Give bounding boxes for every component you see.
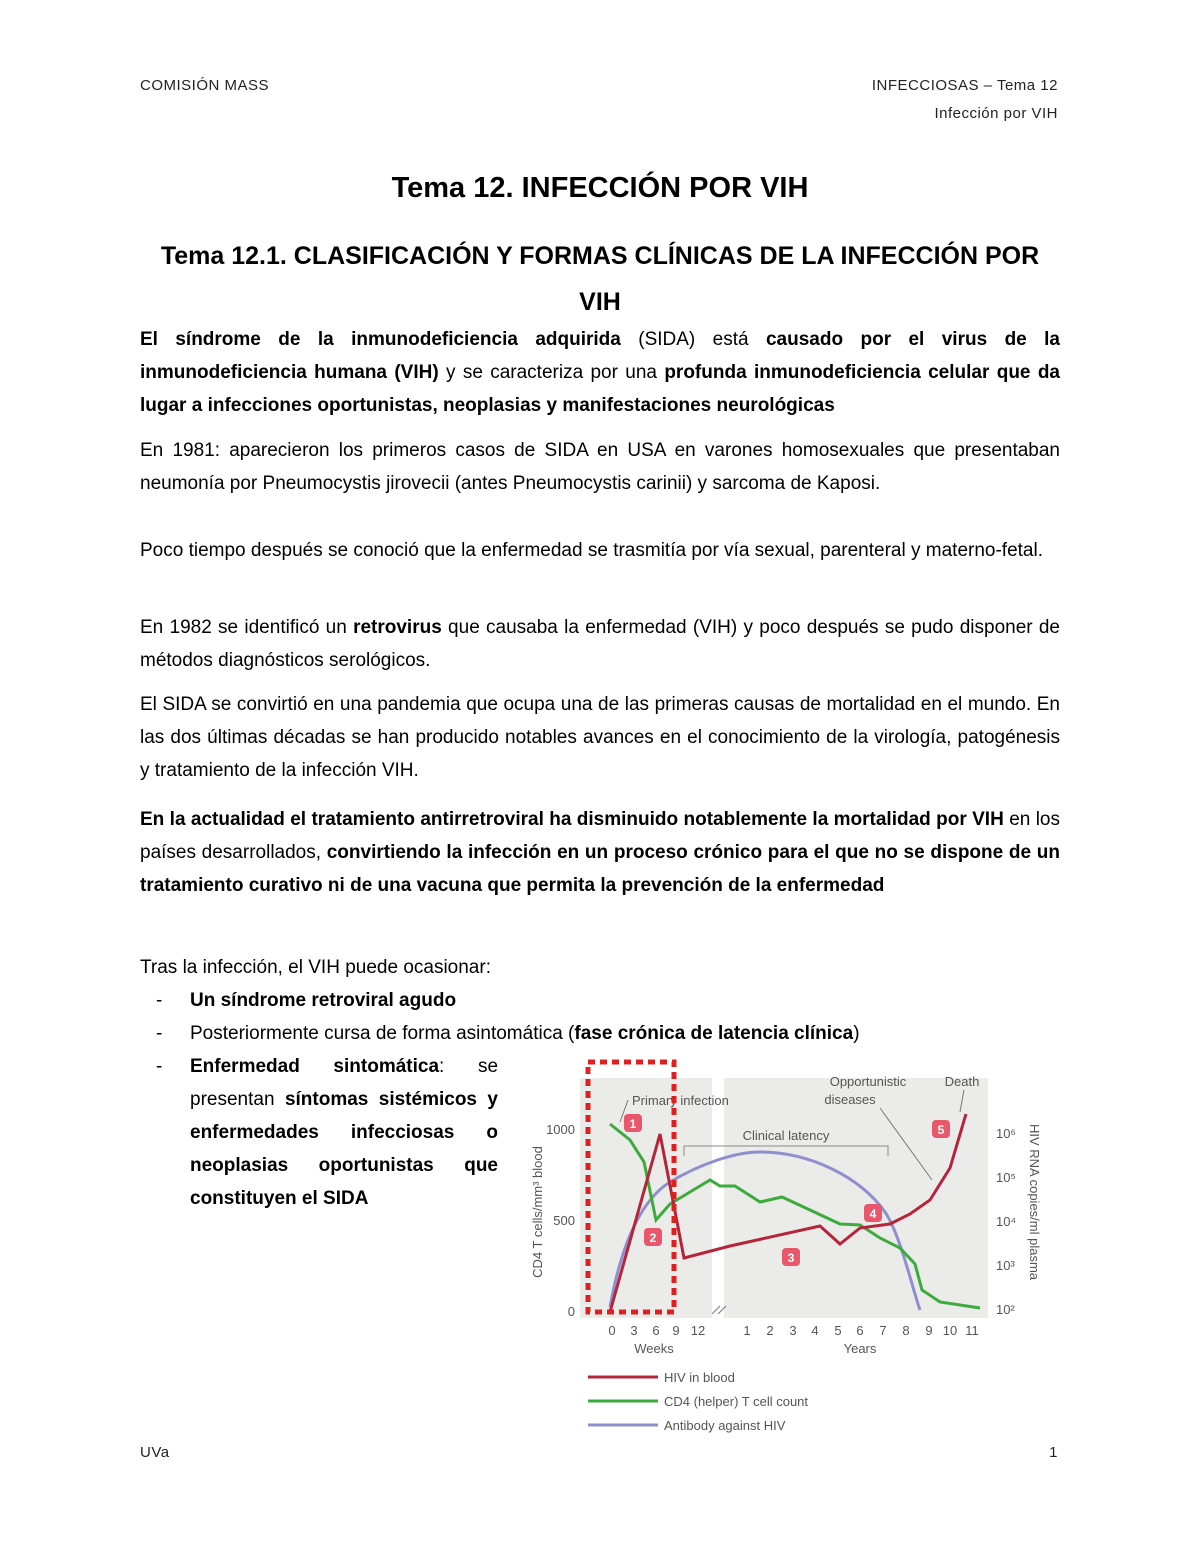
text: y se caracteriza por una [438,362,665,383]
text: En 1982 se identificó un [140,617,354,638]
paragraph-transmission: Poco tiempo después se conoció que la enfermedad se trasmitía por vía sexual, parenteral y materno-fetal. [140,540,1043,561]
x-tick: 3 [789,1323,797,1338]
legend [588,1370,808,1433]
text: Posteriormente cursa de forma asintomática ( [190,1023,575,1044]
x-tick: 1 [743,1323,751,1338]
x-tick: 12 [690,1323,706,1338]
page-title: Tema 12. INFECCIÓN POR VIH [391,172,809,204]
text-bold: Enfermedad sintomática [190,1056,440,1077]
list-item-1 [140,984,456,1017]
legend-label-hiv: HIV in blood [664,1370,735,1385]
x-tick: 6 [652,1323,660,1338]
list-dash: - [156,990,163,1011]
marker-3 [782,1248,800,1266]
paragraph-pandemic: El SIDA se convirtió en una pandemia que ocupa una de las primeras causas de mortalidad en el mundo. En las dos últimas décadas se han producido notables avances en el conocimiento de la virología, patogénesis y tratamiento de la infección VIH. [140,694,1060,781]
text: : se presentan [190,1056,499,1110]
list-item-2 [140,1017,860,1050]
x-tick: 7 [879,1323,887,1338]
svg-text:5: 5 [937,1123,945,1137]
x-tick: 2 [766,1323,774,1338]
x-axis-years-label: Years [843,1341,877,1356]
paragraph-definition [140,323,1060,422]
text: (SIDA) está [620,329,766,350]
paragraph-1981: En 1981: aparecieron los primeros casos de SIDA en USA en varones homosexuales que presentaban neumonía por Pneumocystis jirovecii (antes Pneumocystis carinii) y sarcoma de Kaposi. [140,440,1060,494]
marker-2 [644,1228,662,1246]
label-clinical-latency: Clinical latency [742,1128,830,1143]
y2-tick-1e5: 10⁵ [996,1170,1016,1185]
label-death: Death [944,1074,980,1089]
page-number: 1 [1049,1444,1058,1461]
x-tick: 0 [608,1323,616,1338]
list-item-3 [140,1050,498,1215]
text-bold: que da lugar a [140,362,1060,416]
y2-tick-1e3: 10³ [996,1258,1015,1273]
footer-left: UVa [140,1444,170,1461]
section-title-line2: VIH [579,288,621,316]
list-dash: - [156,1023,163,1044]
x-tick: 11 [965,1323,979,1338]
axis-break-gap [712,1078,724,1318]
text-bold: síntomas sistémicos y enfermedades infecciosas o neoplasias oportunistas que constituyen el SIDA [190,1089,498,1209]
text-bold: causado por el virus de la inmunodeficiencia humana (VIH) [140,329,1060,383]
x-tick: 10 [942,1323,958,1338]
text: en los países desarrollados, [140,809,1060,863]
y-tick-500: 500 [553,1213,575,1228]
x-tick: 6 [856,1323,864,1338]
x-tick: 9 [672,1323,680,1338]
x-tick: 3 [630,1323,638,1338]
legend-label-cd4: CD4 (helper) T cell count [664,1394,809,1409]
text-bold: En la actualidad el tratamiento antirretroviral ha disminuido notablemente la mortalidad por VIH [140,809,1004,830]
hiv-course-figure [520,1052,1042,1442]
marker-5 [932,1120,950,1138]
text: que causaba la enfermedad (VIH) y poco después se pudo disponer de métodos diagnósticos serológicos. [140,617,1060,671]
header-right-line1: INFECCIOSAS – Tema 12 [871,77,1058,94]
y-tick-0: 0 [567,1304,575,1319]
x-tick: 4 [811,1323,819,1338]
x-axis-weeks-label: Weeks [634,1341,674,1356]
label-opportunistic-1: Opportunistic [829,1074,907,1089]
y2-tick-1e4: 10⁴ [996,1214,1017,1229]
svg-text:2: 2 [649,1231,657,1245]
paragraph-intro-list: Tras la infección, el VIH puede ocasionar: [140,957,491,978]
x-tick: 5 [834,1323,842,1338]
y2-tick-1e2: 10² [996,1302,1015,1317]
text-bold: infecciones oportunistas, neoplasias y manifestaciones neurológicas [207,395,835,416]
text-bold: fase crónica de latencia clínica [574,1023,854,1044]
y-axis-left-label: CD4 T cells/mm³ blood [530,1146,545,1278]
y-axis-right-label: HIV RNA copies/ml plasma [1027,1123,1042,1281]
text: ) [853,1023,860,1044]
x-tick: 8 [902,1323,910,1338]
svg-text:3: 3 [787,1251,795,1265]
x-tick: 9 [925,1323,933,1338]
text-bold: El síndrome de la inmunodeficiencia adquirida [140,329,621,350]
text-bold: retrovirus [353,617,442,638]
paragraph-1982 [140,611,1060,677]
section-title [0,233,1200,325]
label-primary-infection: Primary infection [632,1093,729,1108]
label-opportunistic-2: diseases [824,1092,876,1107]
text-bold: convirtiendo la infección en un proceso crónico para el que no se dispone de un tratamiento curativo ni de una vacuna que permita la prevención de la enfermedad [140,842,1060,896]
paragraph-treatment [140,803,1060,902]
svg-text:1: 1 [629,1117,637,1131]
text-bold: Un síndrome retroviral agudo [190,990,457,1011]
y2-tick-1e6: 10⁶ [996,1126,1016,1141]
y-tick-1000: 1000 [546,1122,575,1137]
list-dash: - [156,1056,163,1077]
section-title-line1: Tema 12.1. CLASIFICACIÓN Y FORMAS CLÍNICAS DE LA INFECCIÓN POR [160,242,1040,270]
legend-label-antibody: Antibody against HIV [664,1418,786,1433]
header-left: COMISIÓN MASS [140,77,270,94]
x-ticks-weeks [608,1323,705,1338]
text-bold: profunda inmunodeficiencia celular [664,362,990,383]
list-item-3-text [190,1050,498,1215]
marker-4 [864,1204,882,1222]
x-ticks-years [743,1323,978,1338]
marker-1 [624,1114,642,1132]
header-right-line2: Infección por VIH [934,105,1058,122]
svg-text:4: 4 [869,1207,877,1221]
